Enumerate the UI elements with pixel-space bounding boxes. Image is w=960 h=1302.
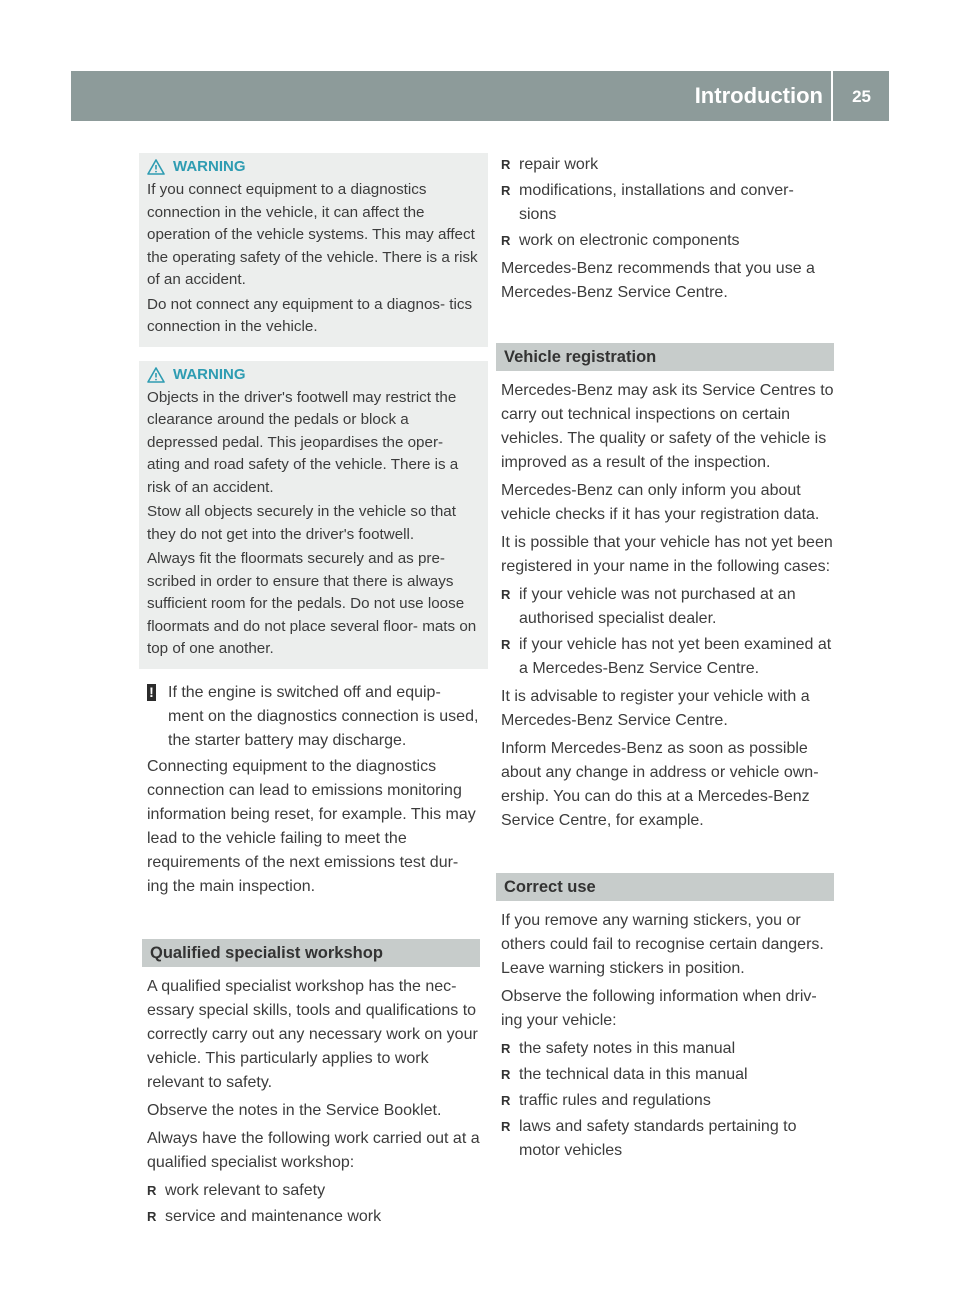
warning-text: Objects in the driver's footwell may restrict the clearance around the pedals or block a depressed pedal. This jeopardises the oper- ating and road safety of the vehicle. There is a risk of an accident. — [147, 388, 459, 496]
body-paragraph: A qualified specialist workshop has the nec- essary special skills, tools and qualifications to correctly carry out any necessary work on your vehicle. This particularly applies to work relevant to safety. — [147, 977, 478, 1091]
workshop-list — [147, 1179, 480, 1229]
warning-header — [147, 157, 480, 177]
correct-use-list — [501, 1037, 834, 1163]
bullet-icon: R — [501, 1041, 511, 1056]
body-paragraph: Mercedes-Benz may ask its Service Centres to carry out technical inspections on certain vehicles. The quality or safety of the vehicle is improved as a result of the inspection. — [501, 382, 834, 471]
bullet-icon: R — [501, 157, 511, 172]
body-paragraph: Mercedes-Benz can only inform you about vehicle checks if it has your registration data. — [501, 482, 820, 523]
list-item: R service and maintenance work — [147, 1205, 480, 1229]
body-paragraph: Connecting equipment to the diagnostics connection can lead to emissions monitoring information being reset, for example. This may lead to the vehicle failing to meet the requirements of the next emissions test dur- ing the main inspection. — [147, 757, 476, 895]
body-paragraph: Observe the notes in the Service Booklet. — [147, 1101, 442, 1119]
warning-text: Stow all objects securely in the vehicle so that they do not get into the driver's footwell. — [147, 503, 456, 543]
workshop-list-continued — [501, 153, 834, 253]
warning-text: Always fit the floormats securely and as pre- scribed in order to ensure that there is always sufficient room for the pedals. Do not use loose floormats and do not place several floor- mats on top of one another. — [147, 550, 477, 657]
list-item: R traffic rules and regulations — [501, 1089, 834, 1113]
list-item: R the technical data in this manual — [501, 1063, 834, 1087]
warning-label: WARNING — [173, 365, 246, 383]
bullet-icon: R — [501, 1093, 511, 1108]
page-header-bar — [71, 71, 889, 121]
bullet-icon: R — [501, 637, 511, 652]
section-heading-workshop: Qualified specialist workshop — [142, 939, 480, 967]
section-heading-registration: Vehicle registration — [496, 343, 834, 371]
warning-label: WARNING — [173, 158, 246, 175]
list-item: R repair work — [501, 153, 834, 177]
registration-list — [501, 583, 834, 681]
list-item: R if your vehicle has not yet been examined at a Mercedes-Benz Service Centre. — [501, 633, 834, 681]
bullet-icon: R — [147, 1182, 157, 1198]
list-item: R work relevant to safety — [147, 1179, 480, 1203]
warning-triangle-icon — [147, 159, 165, 175]
warning-text: Do not connect any equipment to a diagnos- tics connection in the vehicle. — [147, 295, 473, 335]
list-item: R modifications, installations and conver- sions — [501, 179, 834, 227]
notice-battery — [147, 681, 480, 753]
list-item: R laws and safety standards pertaining to motor vehicles — [501, 1115, 834, 1163]
warning-text: If you connect equipment to a diagnostics connection in the vehicle, it can affect the operation of the vehicle systems. This may affect the operating safety of the vehicle. There is a risk of an accident. — [147, 181, 478, 288]
bullet-icon: R — [501, 183, 511, 198]
body-paragraph: Mercedes-Benz recommends that you use a Mercedes-Benz Service Centre. — [501, 260, 815, 301]
warning-header — [147, 365, 480, 385]
body-paragraph: Observe the following information when driv- ing your vehicle: — [501, 988, 817, 1029]
chapter-title: Introduction — [694, 83, 823, 108]
body-paragraph: It is advisable to register your vehicle with a Mercedes-Benz Service Centre. — [501, 688, 810, 729]
body-paragraph: If you remove any warning stickers, you or others could fail to recognise certain dangers. Leave warning stickers in position. — [501, 912, 824, 977]
warning-box-footwell — [139, 361, 488, 669]
bullet-icon: R — [147, 1208, 157, 1224]
header-divider — [831, 71, 833, 121]
body-paragraph: It is possible that your vehicle has not yet been registered in your name in the following cases: — [501, 534, 833, 575]
bullet-icon: R — [501, 1067, 511, 1082]
bullet-icon: R — [501, 587, 511, 602]
left-column — [147, 153, 480, 1233]
page-number: 25 — [852, 87, 871, 106]
bullet-icon: R — [501, 233, 511, 248]
body-paragraph: Inform Mercedes-Benz as soon as possible about any change in address or vehicle own- ership. You can do this at a Mercedes-Benz Service Centre, for example. — [501, 740, 819, 829]
list-item: R work on electronic components — [501, 229, 834, 253]
bullet-icon: R — [501, 1119, 511, 1134]
right-column — [501, 153, 834, 1167]
list-item: R the safety notes in this manual — [501, 1037, 834, 1061]
notice-text: If the engine is switched off and equip- ment on the diagnostics connection is used, the starter battery may discharge. — [168, 683, 479, 749]
body-paragraph: Always have the following work carried out at a qualified specialist workshop: — [147, 1129, 480, 1171]
exclamation-icon: ! — [147, 684, 156, 701]
section-heading-correct-use: Correct use — [496, 873, 834, 901]
list-item: R if your vehicle was not purchased at an authorised specialist dealer. — [501, 583, 834, 631]
warning-triangle-icon — [147, 367, 165, 383]
warning-box-diagnostics — [139, 153, 488, 347]
